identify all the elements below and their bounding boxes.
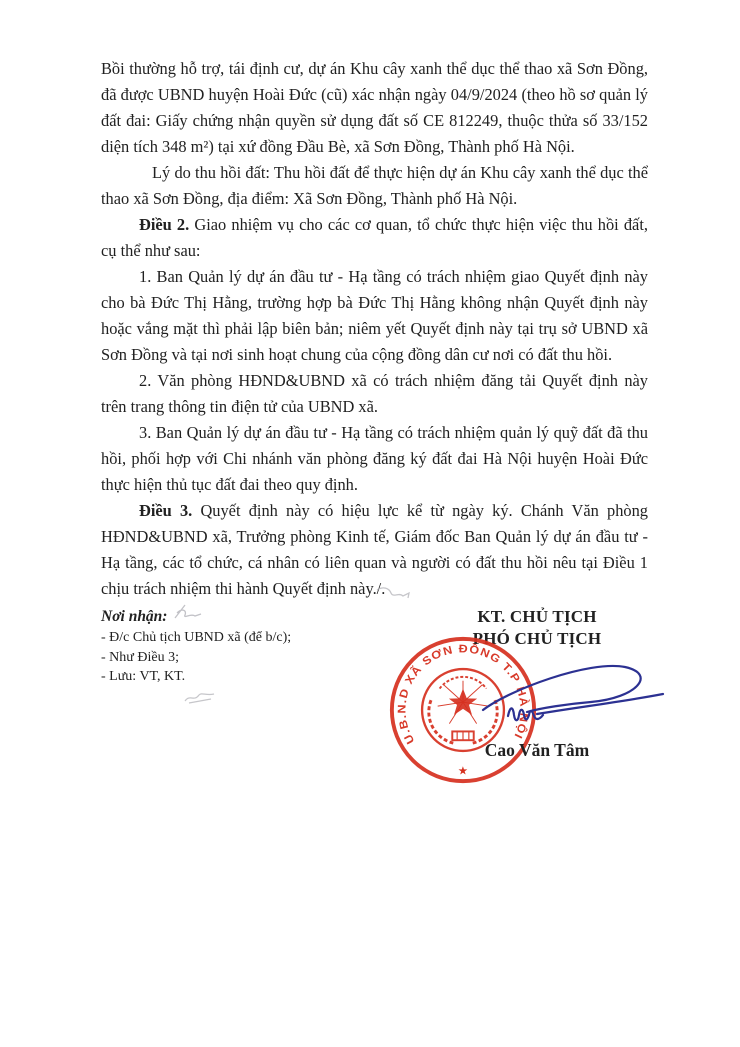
paragraph-item-3 bbox=[101, 420, 648, 498]
recipient-item: - Đ/c Chủ tịch UBND xã (để b/c); bbox=[101, 630, 292, 645]
signer-title-line2: PHÓ CHỦ TỊCH bbox=[472, 629, 602, 648]
article-3-heading: Điều 3. bbox=[139, 501, 193, 520]
seal-bottom-star: ★ bbox=[457, 764, 469, 778]
signature-ink bbox=[477, 656, 667, 738]
paragraph-article-2 bbox=[101, 212, 648, 264]
paragraph-article-3 bbox=[101, 498, 648, 602]
recipients-heading: Nơi nhận: bbox=[101, 608, 168, 625]
seal-text-arc: U.B.N.D XÃ SƠN ĐỒNG T.P HÀ NỘI bbox=[396, 643, 530, 746]
paragraph-text: 2. Văn phòng HĐND&UBND xã có trách nhiệm đăng tải Quyết định này trên trang thông tin điện tử của UBND xã. bbox=[101, 371, 648, 416]
paragraph bbox=[101, 56, 648, 160]
signature-block bbox=[396, 606, 673, 791]
paragraph-text: 1. Ban Quản lý dự án đầu tư - Hạ tầng có trách nhiệm giao Quyết định này cho bà Đức Thị Hằng, trường hợp bà Đức Thị Hằng không nhận Quyết định này hoặc vắng mặt thì phải lập biên bản; niêm yết Quyết định này tại trụ sở UBND xã Sơn Đồng và tại nơi sinh hoạt chung của cộng đồng dân cư nơi có đất thu hồi. bbox=[101, 267, 648, 364]
seal-star-emblem bbox=[449, 689, 477, 715]
paragraph-text: Bồi thường hỗ trợ, tái định cư, dự án Khu cây xanh thể dục thể thao xã Sơn Đồng, đã được UBND huyện Hoài Đức (cũ) xác nhận ngày 04/9/2024 (theo hồ sơ quản lý đất đai: Giấy chứng nhận quyền sử dụng đất số CE 812249, thuộc thửa số 33/152 diện tích 348 m²) tại xứ đồng Đầu Bè, xã Sơn Đồng, Thành phố Hà Nội. bbox=[101, 59, 648, 156]
paragraph-text: 3. Ban Quản lý dự án đầu tư - Hạ tầng có trách nhiệm quản lý quỹ đất đã thu hồi, phối hợp với Chi nhánh văn phòng đăng ký đất đai Hà Nội huyện Hoài Đức thực hiện thủ tục đất đai theo quy định. bbox=[101, 423, 648, 494]
article-2-heading: Điều 2. bbox=[139, 215, 190, 234]
paragraph-text: Giao nhiệm vụ cho các cơ quan, tổ chức thực hiện việc thu hồi đất, cụ thể như sau: bbox=[101, 215, 648, 260]
recipient-item: - Như Điều 3; bbox=[101, 649, 179, 665]
paragraph-item-2 bbox=[101, 368, 648, 420]
paragraph-text: Quyết định này có hiệu lực kể từ ngày ký. Chánh Văn phòng HĐND&UBND xã, Trưởng phòng Kinh tế, Giám đốc Ban Quản lý dự án đầu tư - Hạ tầng, các tổ chức, cá nhân có liên quan và người có đất thu hồi nêu tại Điều 1 chịu trách nhiệm thi hành Quyết định này./. bbox=[101, 501, 648, 598]
paragraph-text: Lý do thu hồi đất: Thu hồi đất để thực hiện dự án Khu cây xanh thể dục thể thao xã Sơn Đồng, địa điểm: Xã Sơn Đồng, Thành phố Hà Nội. bbox=[101, 163, 648, 208]
signer-title-line1: KT. CHỦ TỊCH bbox=[477, 607, 597, 626]
pencil-scribble bbox=[183, 690, 217, 706]
recipients-block bbox=[101, 606, 401, 791]
recipient-item: - Lưu: VT, KT. bbox=[101, 669, 186, 684]
document-footer bbox=[101, 606, 740, 791]
paragraph bbox=[101, 160, 648, 212]
document-body bbox=[101, 0, 648, 602]
signer-name: Cao Văn Tâm bbox=[484, 740, 590, 760]
paragraph-item-1 bbox=[101, 264, 648, 368]
